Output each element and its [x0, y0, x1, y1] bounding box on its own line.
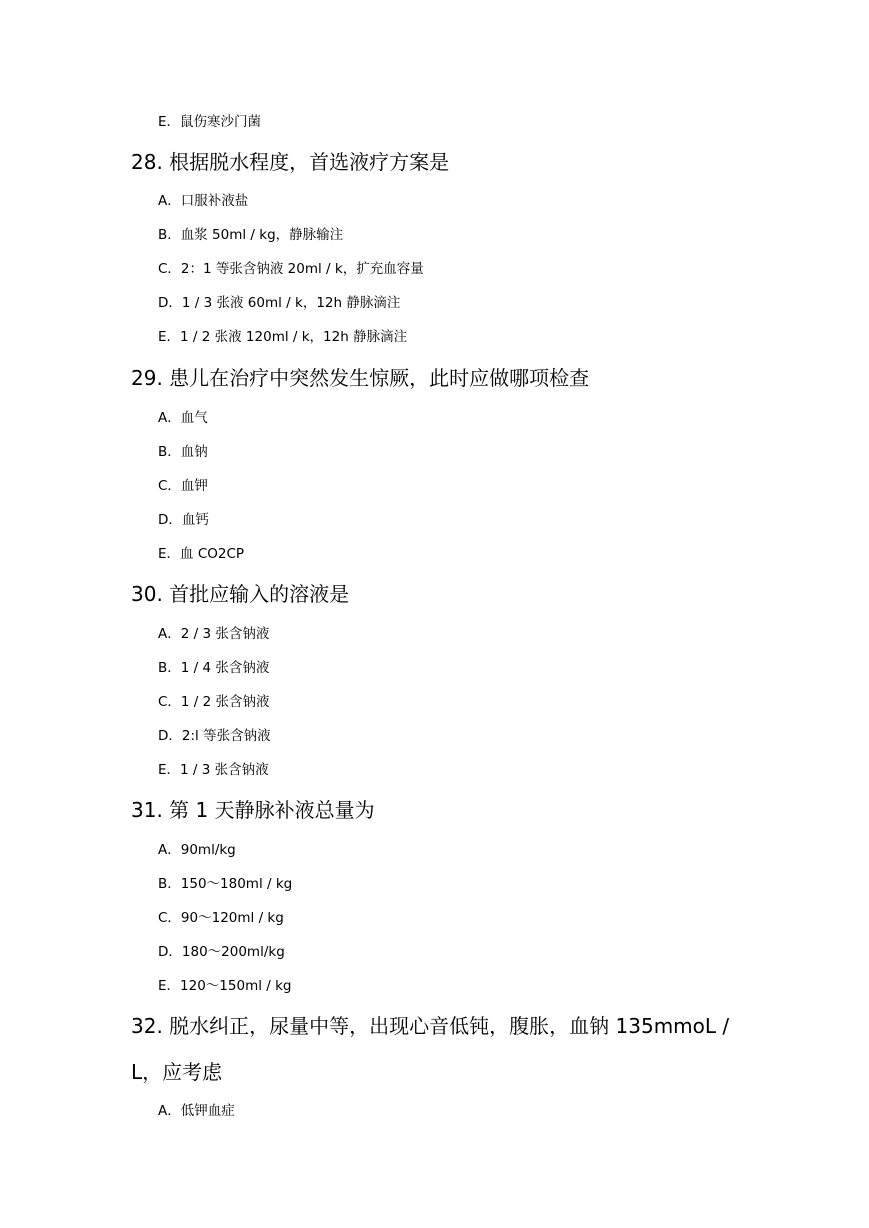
question-32-title-line-1: 32. 脱水纠正，尿量中等，出现心音低钝，腹胀，血钠 135mmoL /: [131, 1014, 730, 1038]
question-31-title: 31. 第 1 天静脉补液总量为: [131, 798, 375, 822]
option-32-a: A．低钾血症: [158, 1103, 235, 1119]
option-28-e: E．1 / 2 张液 120ml / k，12h 静脉滴注: [158, 329, 408, 345]
question-29-title: 29. 患儿在治疗中突然发生惊厥，此时应做哪项检查: [131, 366, 590, 390]
option-30-b: B．1 / 4 张含钠液: [158, 660, 270, 676]
option-31-b: B．150～180ml / kg: [158, 876, 293, 892]
option-29-e: E．血 CO2CP: [158, 546, 245, 562]
option-30-d: D．2:l 等张含钠液: [158, 728, 271, 744]
option-30-a: A．2 / 3 张含钠液: [158, 626, 270, 642]
option-28-c: C．2：1 等张含钠液 20ml / k，扩充血容量: [158, 261, 424, 277]
option-31-c: C．90～120ml / kg: [158, 910, 284, 926]
option-27-e: E．鼠伤寒沙门菌: [158, 114, 262, 130]
question-30-title: 30. 首批应输入的溶液是: [131, 582, 350, 606]
option-30-c: C．1 / 2 张含钠液: [158, 694, 270, 710]
option-31-d: D．180～200ml/kg: [158, 944, 285, 960]
option-30-e: E．1 / 3 张含钠液: [158, 762, 269, 778]
option-29-d: D．血钙: [158, 512, 209, 528]
option-28-a: A．口服补液盐: [158, 193, 249, 209]
option-31-a: A．90ml/kg: [158, 842, 236, 858]
question-28-title: 28. 根据脱水程度，首选液疗方案是: [131, 150, 450, 174]
option-29-b: B．血钠: [158, 444, 208, 460]
option-28-d: D．1 / 3 张液 60ml / k，12h 静脉滴注: [158, 295, 401, 311]
option-29-a: A．血气: [158, 410, 208, 426]
option-28-b: B．血浆 50ml / kg，静脉输注: [158, 227, 344, 243]
question-32-title-line-2: L，应考虑: [131, 1060, 223, 1084]
option-31-e: E．120～150ml / kg: [158, 978, 292, 994]
option-29-c: C．血钾: [158, 478, 208, 494]
